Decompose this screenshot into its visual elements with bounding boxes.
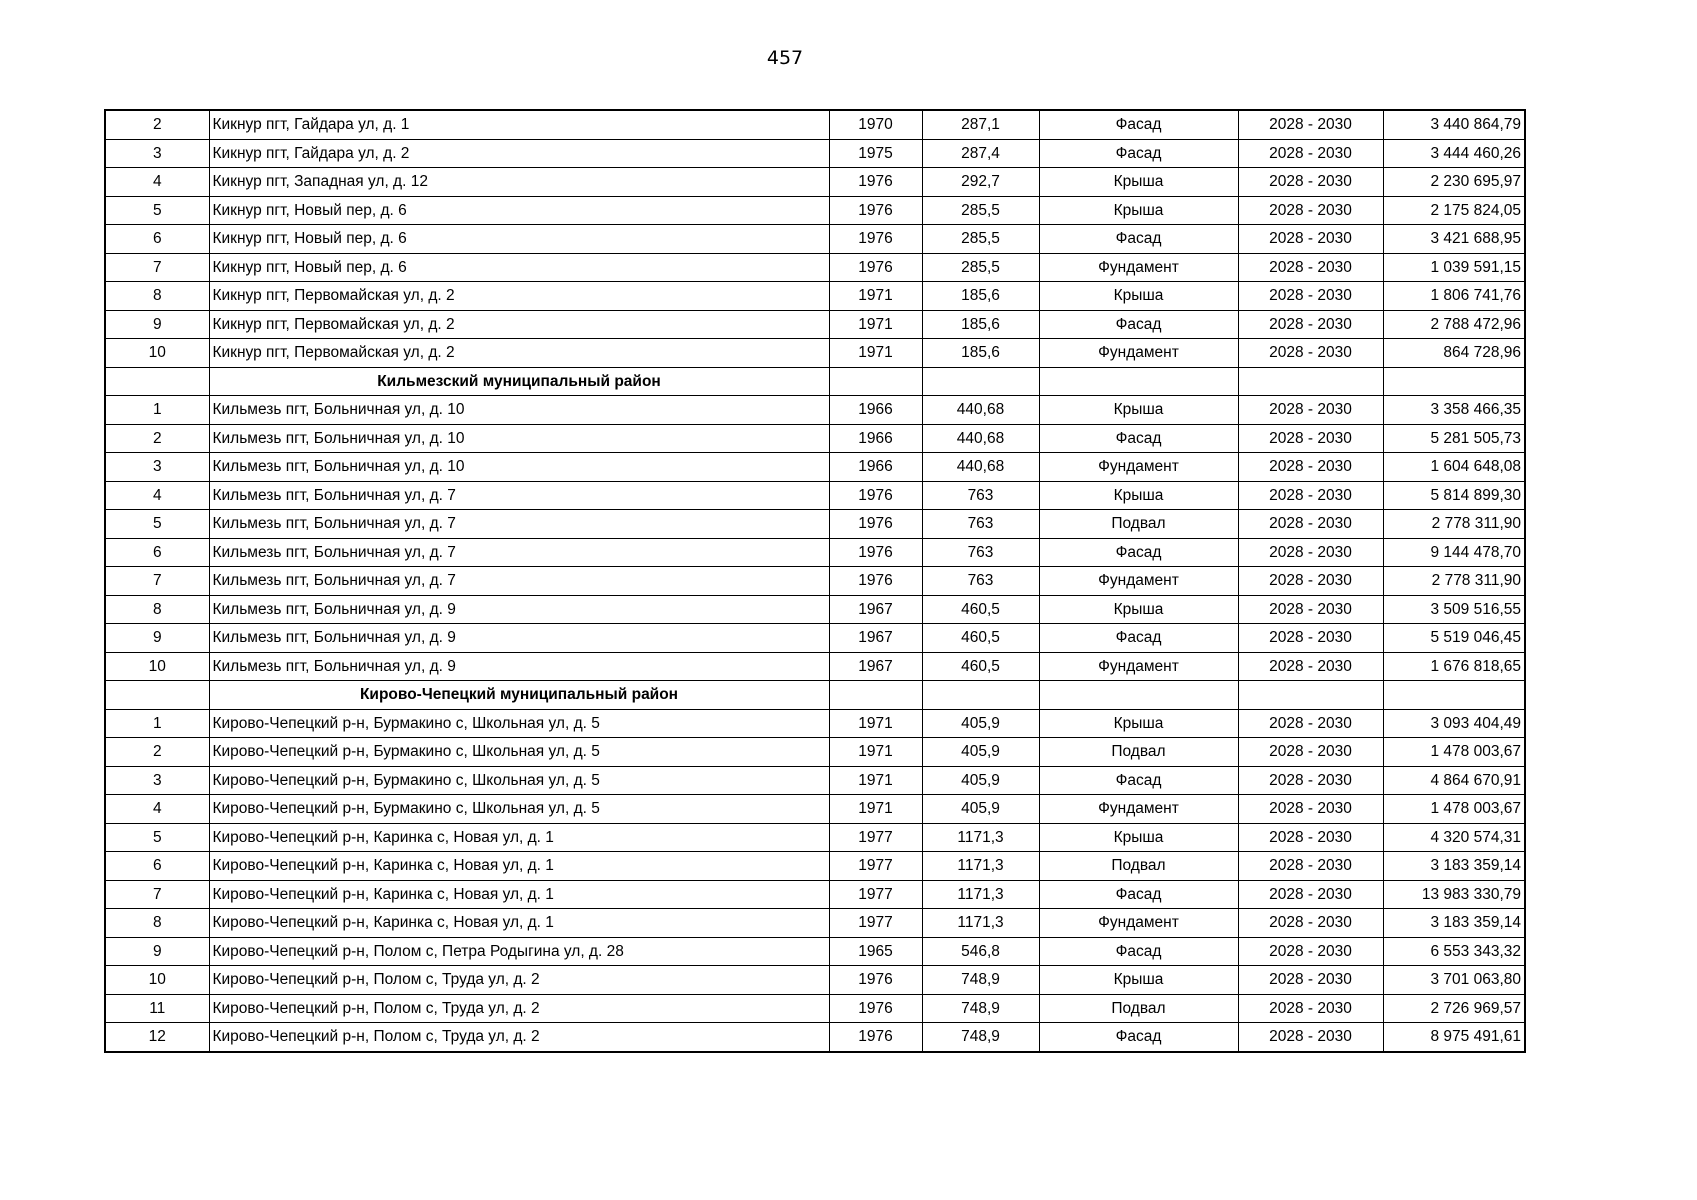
area-cell: 748,9 — [922, 1023, 1039, 1052]
period-cell: 2028 - 2030 — [1238, 595, 1383, 624]
cost-cell: 3 093 404,49 — [1383, 709, 1525, 738]
area-cell: 285,5 — [922, 225, 1039, 254]
area-cell: 185,6 — [922, 339, 1039, 368]
build-year-cell: 1965 — [829, 937, 922, 966]
row-number-cell: 10 — [105, 652, 209, 681]
work-type-cell: Крыша — [1039, 595, 1238, 624]
row-number-cell: 4 — [105, 168, 209, 197]
table-row — [105, 909, 1525, 938]
area-cell: 748,9 — [922, 994, 1039, 1023]
cost-cell: 3 183 359,14 — [1383, 852, 1525, 881]
table-row — [105, 453, 1525, 482]
table-row — [105, 880, 1525, 909]
period-cell: 2028 - 2030 — [1238, 766, 1383, 795]
period-cell: 2028 - 2030 — [1238, 424, 1383, 453]
build-year-cell: 1967 — [829, 624, 922, 653]
period-cell: 2028 - 2030 — [1238, 396, 1383, 425]
build-year-cell: 1966 — [829, 396, 922, 425]
build-year-cell: 1976 — [829, 225, 922, 254]
work-type-cell: Фундамент — [1039, 567, 1238, 596]
row-number-cell: 8 — [105, 282, 209, 311]
section-header-row — [105, 367, 1525, 396]
address-cell: Кикнур пгт, Новый пер, д. 6 — [209, 225, 829, 254]
period-cell: 2028 - 2030 — [1238, 852, 1383, 881]
work-type-cell: Подвал — [1039, 738, 1238, 767]
cost-cell: 9 144 478,70 — [1383, 538, 1525, 567]
build-year-cell: 1975 — [829, 139, 922, 168]
period-cell: 2028 - 2030 — [1238, 339, 1383, 368]
row-number-cell: 5 — [105, 823, 209, 852]
address-cell: Кильмезь пгт, Больничная ул, д. 7 — [209, 538, 829, 567]
cost-cell: 2 788 472,96 — [1383, 310, 1525, 339]
period-cell: 2028 - 2030 — [1238, 481, 1383, 510]
build-year-cell: 1971 — [829, 310, 922, 339]
address-cell: Кикнур пгт, Новый пер, д. 6 — [209, 196, 829, 225]
address-cell: Кирово-Чепецкий р-н, Полом с, Труда ул, д. 2 — [209, 966, 829, 995]
address-cell: Кикнур пгт, Первомайская ул, д. 2 — [209, 310, 829, 339]
row-number-cell: 12 — [105, 1023, 209, 1052]
row-number-cell: 10 — [105, 966, 209, 995]
table-row — [105, 282, 1525, 311]
address-cell: Кикнур пгт, Гайдара ул, д. 1 — [209, 110, 829, 139]
work-type-cell: Крыша — [1039, 168, 1238, 197]
period-cell: 2028 - 2030 — [1238, 168, 1383, 197]
address-cell: Кирово-Чепецкий р-н, Бурмакино с, Школьная ул, д. 5 — [209, 738, 829, 767]
build-year-cell: 1971 — [829, 738, 922, 767]
build-year-cell: 1967 — [829, 595, 922, 624]
address-cell: Кирово-Чепецкий р-н, Каринка с, Новая ул, д. 1 — [209, 823, 829, 852]
build-year-cell: 1976 — [829, 253, 922, 282]
table-row — [105, 110, 1525, 139]
table-row — [105, 937, 1525, 966]
area-cell: 440,68 — [922, 396, 1039, 425]
work-type-cell: Фасад — [1039, 139, 1238, 168]
cost-cell: 864 728,96 — [1383, 339, 1525, 368]
address-cell: Кирово-Чепецкий р-н, Бурмакино с, Школьная ул, д. 5 — [209, 766, 829, 795]
row-number-cell: 7 — [105, 567, 209, 596]
row-number-cell: 6 — [105, 225, 209, 254]
work-type-cell: Фасад — [1039, 624, 1238, 653]
period-cell: 2028 - 2030 — [1238, 795, 1383, 824]
table-row — [105, 253, 1525, 282]
work-type-cell: Фундамент — [1039, 253, 1238, 282]
table-body — [105, 110, 1525, 1052]
cost-cell: 2 778 311,90 — [1383, 510, 1525, 539]
row-number-cell: 9 — [105, 310, 209, 339]
row-number-cell: 11 — [105, 994, 209, 1023]
area-cell: 1171,3 — [922, 909, 1039, 938]
work-type-cell: Фасад — [1039, 766, 1238, 795]
period-cell: 2028 - 2030 — [1238, 652, 1383, 681]
area-cell: 285,5 — [922, 253, 1039, 282]
address-cell: Кильмезь пгт, Больничная ул, д. 10 — [209, 453, 829, 482]
period-cell: 2028 - 2030 — [1238, 880, 1383, 909]
build-year-cell: 1971 — [829, 282, 922, 311]
table-row — [105, 225, 1525, 254]
period-cell: 2028 - 2030 — [1238, 110, 1383, 139]
page-number: 457 — [766, 47, 804, 69]
period-cell: 2028 - 2030 — [1238, 709, 1383, 738]
period-cell: 2028 - 2030 — [1238, 139, 1383, 168]
cost-cell: 4 320 574,31 — [1383, 823, 1525, 852]
row-number-cell: 7 — [105, 253, 209, 282]
table-row — [105, 795, 1525, 824]
work-type-cell: Фасад — [1039, 424, 1238, 453]
cost-cell: 3 421 688,95 — [1383, 225, 1525, 254]
address-cell: Кильмезь пгт, Больничная ул, д. 9 — [209, 624, 829, 653]
address-cell: Кирово-Чепецкий р-н, Бурмакино с, Школьная ул, д. 5 — [209, 709, 829, 738]
build-year-cell: 1967 — [829, 652, 922, 681]
row-number-cell: 6 — [105, 538, 209, 567]
address-cell: Кильмезь пгт, Больничная ул, д. 9 — [209, 652, 829, 681]
cost-cell — [1383, 367, 1525, 396]
build-year-cell: 1976 — [829, 994, 922, 1023]
row-number-cell: 3 — [105, 766, 209, 795]
table-row — [105, 196, 1525, 225]
cost-cell: 2 778 311,90 — [1383, 567, 1525, 596]
area-cell: 185,6 — [922, 282, 1039, 311]
table-row — [105, 310, 1525, 339]
address-cell: Кильмезь пгт, Больничная ул, д. 7 — [209, 510, 829, 539]
row-number-cell: 10 — [105, 339, 209, 368]
build-year-cell: 1977 — [829, 823, 922, 852]
row-number-cell — [105, 367, 209, 396]
period-cell: 2028 - 2030 — [1238, 310, 1383, 339]
build-year-cell: 1977 — [829, 880, 922, 909]
area-cell: 287,1 — [922, 110, 1039, 139]
build-year-cell: 1976 — [829, 538, 922, 567]
table-row — [105, 852, 1525, 881]
work-type-cell: Крыша — [1039, 396, 1238, 425]
cost-cell: 4 864 670,91 — [1383, 766, 1525, 795]
row-number-cell: 8 — [105, 595, 209, 624]
build-year-cell: 1976 — [829, 1023, 922, 1052]
address-cell: Кирово-Чепецкий р-н, Каринка с, Новая ул, д. 1 — [209, 909, 829, 938]
build-year-cell: 1976 — [829, 510, 922, 539]
table-row — [105, 567, 1525, 596]
period-cell: 2028 - 2030 — [1238, 196, 1383, 225]
cost-cell: 5 281 505,73 — [1383, 424, 1525, 453]
area-cell: 748,9 — [922, 966, 1039, 995]
period-cell: 2028 - 2030 — [1238, 937, 1383, 966]
work-type-cell: Фундамент — [1039, 795, 1238, 824]
area-cell — [922, 681, 1039, 710]
row-number-cell: 3 — [105, 453, 209, 482]
period-cell — [1238, 681, 1383, 710]
period-cell — [1238, 367, 1383, 396]
build-year-cell: 1976 — [829, 168, 922, 197]
address-cell: Кирово-Чепецкий р-н, Полом с, Петра Родыгина ул, д. 28 — [209, 937, 829, 966]
work-type-cell: Крыша — [1039, 823, 1238, 852]
work-type-cell: Крыша — [1039, 481, 1238, 510]
build-year-cell: 1971 — [829, 795, 922, 824]
cost-cell: 3 358 466,35 — [1383, 396, 1525, 425]
period-cell: 2028 - 2030 — [1238, 909, 1383, 938]
build-year-cell: 1971 — [829, 766, 922, 795]
work-type-cell: Крыша — [1039, 709, 1238, 738]
work-type-cell: Фасад — [1039, 1023, 1238, 1052]
cost-cell: 2 175 824,05 — [1383, 196, 1525, 225]
period-cell: 2028 - 2030 — [1238, 624, 1383, 653]
table-row — [105, 1023, 1525, 1052]
area-cell: 763 — [922, 510, 1039, 539]
row-number-cell: 9 — [105, 624, 209, 653]
work-type-cell: Подвал — [1039, 510, 1238, 539]
work-type-cell: Фундамент — [1039, 453, 1238, 482]
build-year-cell: 1977 — [829, 909, 922, 938]
area-cell: 185,6 — [922, 310, 1039, 339]
area-cell: 460,5 — [922, 652, 1039, 681]
address-cell: Кильмезь пгт, Больничная ул, д. 9 — [209, 595, 829, 624]
address-cell: Кирово-Чепецкий р-н, Каринка с, Новая ул, д. 1 — [209, 852, 829, 881]
table-row — [105, 823, 1525, 852]
section-title: Кильмезский муниципальный район — [209, 367, 829, 396]
work-type-cell: Фасад — [1039, 225, 1238, 254]
row-number-cell: 3 — [105, 139, 209, 168]
cost-cell: 3 444 460,26 — [1383, 139, 1525, 168]
area-cell: 763 — [922, 567, 1039, 596]
area-cell: 763 — [922, 538, 1039, 567]
cost-cell: 1 806 741,76 — [1383, 282, 1525, 311]
build-year-cell: 1976 — [829, 966, 922, 995]
address-cell: Кильмезь пгт, Больничная ул, д. 10 — [209, 396, 829, 425]
area-cell — [922, 367, 1039, 396]
work-type-cell: Крыша — [1039, 196, 1238, 225]
row-number-cell: 1 — [105, 396, 209, 425]
area-cell: 405,9 — [922, 709, 1039, 738]
address-cell: Кильмезь пгт, Больничная ул, д. 7 — [209, 481, 829, 510]
cost-cell: 5 814 899,30 — [1383, 481, 1525, 510]
row-number-cell: 2 — [105, 424, 209, 453]
row-number-cell: 9 — [105, 937, 209, 966]
area-cell: 405,9 — [922, 738, 1039, 767]
area-cell: 440,68 — [922, 424, 1039, 453]
work-type-cell: Фундамент — [1039, 652, 1238, 681]
area-cell: 287,4 — [922, 139, 1039, 168]
cost-cell: 2 726 969,57 — [1383, 994, 1525, 1023]
table-row — [105, 139, 1525, 168]
area-cell: 285,5 — [922, 196, 1039, 225]
build-year-cell — [829, 681, 922, 710]
period-cell: 2028 - 2030 — [1238, 282, 1383, 311]
period-cell: 2028 - 2030 — [1238, 823, 1383, 852]
address-cell: Кикнур пгт, Гайдара ул, д. 2 — [209, 139, 829, 168]
section-title: Кирово-Чепецкий муниципальный район — [209, 681, 829, 710]
work-type-cell: Крыша — [1039, 966, 1238, 995]
row-number-cell: 4 — [105, 481, 209, 510]
row-number-cell: 4 — [105, 795, 209, 824]
period-cell: 2028 - 2030 — [1238, 225, 1383, 254]
cost-cell: 3 440 864,79 — [1383, 110, 1525, 139]
table-row — [105, 652, 1525, 681]
work-type-cell: Подвал — [1039, 994, 1238, 1023]
period-cell: 2028 - 2030 — [1238, 1023, 1383, 1052]
table-row — [105, 966, 1525, 995]
build-year-cell: 1976 — [829, 567, 922, 596]
period-cell: 2028 - 2030 — [1238, 994, 1383, 1023]
work-type-cell — [1039, 681, 1238, 710]
area-cell: 405,9 — [922, 795, 1039, 824]
work-type-cell: Фасад — [1039, 110, 1238, 139]
cost-cell: 1 676 818,65 — [1383, 652, 1525, 681]
area-cell: 1171,3 — [922, 823, 1039, 852]
table-row — [105, 510, 1525, 539]
cost-cell: 5 519 046,45 — [1383, 624, 1525, 653]
row-number-cell — [105, 681, 209, 710]
work-type-cell: Фундамент — [1039, 339, 1238, 368]
build-year-cell: 1971 — [829, 709, 922, 738]
row-number-cell: 2 — [105, 738, 209, 767]
area-cell: 405,9 — [922, 766, 1039, 795]
cost-cell: 1 478 003,67 — [1383, 795, 1525, 824]
period-cell: 2028 - 2030 — [1238, 510, 1383, 539]
period-cell: 2028 - 2030 — [1238, 253, 1383, 282]
address-cell: Кильмезь пгт, Больничная ул, д. 10 — [209, 424, 829, 453]
work-type-cell: Крыша — [1039, 282, 1238, 311]
work-type-cell: Фасад — [1039, 880, 1238, 909]
area-cell: 1171,3 — [922, 880, 1039, 909]
row-number-cell: 2 — [105, 110, 209, 139]
build-year-cell: 1971 — [829, 339, 922, 368]
area-cell: 460,5 — [922, 624, 1039, 653]
table-row — [105, 994, 1525, 1023]
row-number-cell: 5 — [105, 196, 209, 225]
table-row — [105, 595, 1525, 624]
build-year-cell — [829, 367, 922, 396]
row-number-cell: 5 — [105, 510, 209, 539]
area-cell: 292,7 — [922, 168, 1039, 197]
table-row — [105, 481, 1525, 510]
period-cell: 2028 - 2030 — [1238, 538, 1383, 567]
work-type-cell: Фундамент — [1039, 909, 1238, 938]
area-cell: 1171,3 — [922, 852, 1039, 881]
cost-cell — [1383, 681, 1525, 710]
area-cell: 460,5 — [922, 595, 1039, 624]
cost-cell: 2 230 695,97 — [1383, 168, 1525, 197]
address-cell: Кикнур пгт, Западная ул, д. 12 — [209, 168, 829, 197]
table-row — [105, 738, 1525, 767]
table-row — [105, 339, 1525, 368]
row-number-cell: 1 — [105, 709, 209, 738]
table-row — [105, 766, 1525, 795]
build-year-cell: 1970 — [829, 110, 922, 139]
work-type-cell: Фасад — [1039, 538, 1238, 567]
table-row — [105, 709, 1525, 738]
address-cell: Кирово-Чепецкий р-н, Полом с, Труда ул, д. 2 — [209, 1023, 829, 1052]
address-cell: Кильмезь пгт, Больничная ул, д. 7 — [209, 567, 829, 596]
address-cell: Кирово-Чепецкий р-н, Полом с, Труда ул, д. 2 — [209, 994, 829, 1023]
table-row — [105, 168, 1525, 197]
section-header-row — [105, 681, 1525, 710]
address-cell: Кикнур пгт, Первомайская ул, д. 2 — [209, 339, 829, 368]
period-cell: 2028 - 2030 — [1238, 738, 1383, 767]
repair-schedule-table — [104, 109, 1526, 1053]
period-cell: 2028 - 2030 — [1238, 966, 1383, 995]
row-number-cell: 8 — [105, 909, 209, 938]
cost-cell: 3 701 063,80 — [1383, 966, 1525, 995]
cost-cell: 13 983 330,79 — [1383, 880, 1525, 909]
address-cell: Кирово-Чепецкий р-н, Бурмакино с, Школьная ул, д. 5 — [209, 795, 829, 824]
work-type-cell: Фасад — [1039, 310, 1238, 339]
row-number-cell: 6 — [105, 852, 209, 881]
period-cell: 2028 - 2030 — [1238, 567, 1383, 596]
period-cell: 2028 - 2030 — [1238, 453, 1383, 482]
build-year-cell: 1976 — [829, 481, 922, 510]
cost-cell: 1 478 003,67 — [1383, 738, 1525, 767]
area-cell: 440,68 — [922, 453, 1039, 482]
row-number-cell: 7 — [105, 880, 209, 909]
build-year-cell: 1977 — [829, 852, 922, 881]
build-year-cell: 1966 — [829, 424, 922, 453]
area-cell: 763 — [922, 481, 1039, 510]
table-row — [105, 538, 1525, 567]
cost-cell: 3 509 516,55 — [1383, 595, 1525, 624]
work-type-cell: Фасад — [1039, 937, 1238, 966]
address-cell: Кикнур пгт, Первомайская ул, д. 2 — [209, 282, 829, 311]
build-year-cell: 1966 — [829, 453, 922, 482]
cost-cell: 1 039 591,15 — [1383, 253, 1525, 282]
cost-cell: 6 553 343,32 — [1383, 937, 1525, 966]
build-year-cell: 1976 — [829, 196, 922, 225]
work-type-cell — [1039, 367, 1238, 396]
cost-cell: 1 604 648,08 — [1383, 453, 1525, 482]
address-cell: Кикнур пгт, Новый пер, д. 6 — [209, 253, 829, 282]
table-row — [105, 624, 1525, 653]
table-row — [105, 396, 1525, 425]
area-cell: 546,8 — [922, 937, 1039, 966]
cost-cell: 3 183 359,14 — [1383, 909, 1525, 938]
work-type-cell: Подвал — [1039, 852, 1238, 881]
address-cell: Кирово-Чепецкий р-н, Каринка с, Новая ул, д. 1 — [209, 880, 829, 909]
table-row — [105, 424, 1525, 453]
cost-cell: 8 975 491,61 — [1383, 1023, 1525, 1052]
